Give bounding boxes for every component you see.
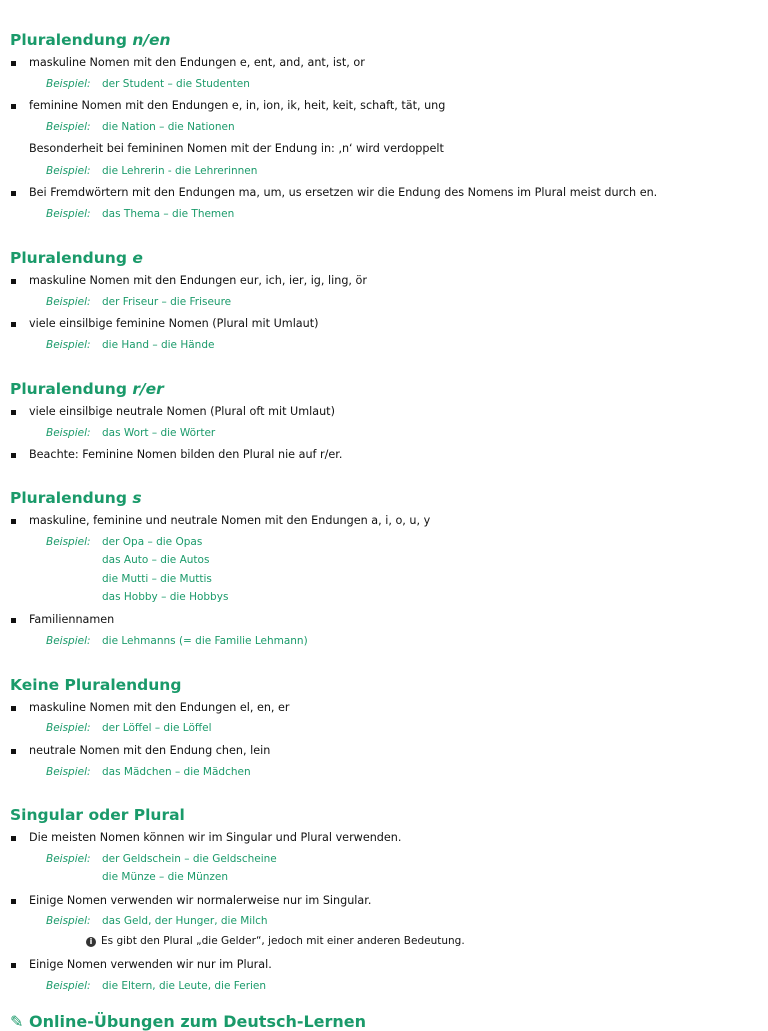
- bullet-icon: [11, 519, 16, 524]
- example-row: Beispiel: der Geldschein – die Geldscheine: [46, 853, 277, 865]
- example-row: Beispiel: das Mädchen – die Mädchen: [46, 766, 251, 778]
- example-row: Beispiel: die Lehmanns (= die Familie Lehmann): [46, 635, 308, 647]
- example-row: Beispiel: der Friseur – die Friseure: [46, 296, 232, 308]
- note-row: Besonderheit bei femininen Nomen mit der Endung in: ‚n‘ wird verdoppelt: [29, 142, 444, 155]
- list-item: neutrale Nomen mit den Endung chen, lein: [0, 742, 768, 760]
- list-item: viele einsilbige feminine Nomen (Plural mit Umlaut): [0, 315, 768, 333]
- bullet-icon: [11, 836, 16, 841]
- example-row: die Mutti – die Muttis: [102, 573, 212, 585]
- list-item: viele einsilbige neutrale Nomen (Plural oft mit Umlaut): [0, 403, 768, 421]
- list-item: feminine Nomen mit den Endungen e, in, ion, ik, heit, keit, schaft, tät, ung: [0, 97, 768, 115]
- example-row: Beispiel: die Eltern, die Leute, die Ferien: [46, 980, 267, 992]
- bullet-icon: [11, 899, 16, 904]
- list-item: maskuline Nomen mit den Endungen el, en, er: [0, 699, 768, 717]
- external-link-icon: ✎: [10, 1012, 24, 1031]
- section-title-singular-plural: Singular oder Plural: [10, 806, 185, 824]
- list-item: maskuline Nomen mit den Endungen eur, ich, ier, ig, ling, ör: [0, 272, 768, 290]
- list-item: maskuline Nomen mit den Endungen e, ent, and, ant, ist, or: [0, 54, 768, 72]
- example-row: das Auto – die Autos: [102, 554, 210, 566]
- bullet-icon: [11, 618, 16, 623]
- list-item: Die meisten Nomen können wir im Singular und Plural verwenden.: [0, 829, 768, 847]
- example-row: Beispiel: die Hand – die Hände: [46, 339, 215, 351]
- list-item: Beachte: Feminine Nomen bilden den Plural nie auf r/er.: [0, 446, 768, 464]
- example-row: Beispiel: der Opa – die Opas: [46, 536, 203, 548]
- example-row: Beispiel: der Student – die Studenten: [46, 78, 250, 90]
- section-title-n-en: Pluralendung n/en: [10, 31, 171, 49]
- list-item: Einige Nomen verwenden wir normalerweise nur im Singular.: [0, 892, 768, 910]
- bullet-icon: [11, 191, 16, 196]
- example-row: Beispiel: die Lehrerin - die Lehrerinnen: [46, 165, 258, 177]
- section-title-e: Pluralendung e: [10, 249, 143, 267]
- bullet-icon: [11, 322, 16, 327]
- bullet-icon: [11, 453, 16, 458]
- section-title-keine: Keine Pluralendung: [10, 676, 182, 694]
- list-item: maskuline, feminine und neutrale Nomen mit den Endungen a, i, o, u, y: [0, 512, 768, 530]
- example-row: die Münze – die Münzen: [102, 871, 229, 883]
- list-item: Familiennamen: [0, 611, 768, 629]
- bullet-icon: [11, 410, 16, 415]
- example-row: Beispiel: das Wort – die Wörter: [46, 427, 216, 439]
- section-title-r-er: Pluralendung r/er: [10, 380, 164, 398]
- bullet-icon: [11, 104, 16, 109]
- bullet-icon: [11, 706, 16, 711]
- bullet-icon: [11, 279, 16, 284]
- list-item: Einige Nomen verwenden wir nur im Plural.: [0, 956, 768, 974]
- example-row: Beispiel: das Thema – die Themen: [46, 208, 235, 220]
- info-circle-icon: i: [86, 937, 96, 947]
- bullet-icon: [11, 61, 16, 66]
- example-row: Beispiel: das Geld, der Hunger, die Milch: [46, 915, 268, 927]
- bullet-icon: [11, 749, 16, 754]
- info-row: i Es gibt den Plural „die Gelder“, jedoch mit einer anderen Bedeutung.: [0, 932, 768, 950]
- section-title-s: Pluralendung s: [10, 489, 142, 507]
- online-exercises-link[interactable]: ✎ Online-Übungen zum Deutsch-Lernen: [10, 1012, 367, 1031]
- list-item: Bei Fremdwörtern mit den Endungen ma, um, us ersetzen wir die Endung des Nomens im Plural meist durch en.: [0, 184, 768, 202]
- bullet-icon: [11, 963, 16, 968]
- example-row: Beispiel: der Löffel – die Löffel: [46, 722, 212, 734]
- example-row: das Hobby – die Hobbys: [102, 591, 229, 603]
- example-row: Beispiel: die Nation – die Nationen: [46, 121, 235, 133]
